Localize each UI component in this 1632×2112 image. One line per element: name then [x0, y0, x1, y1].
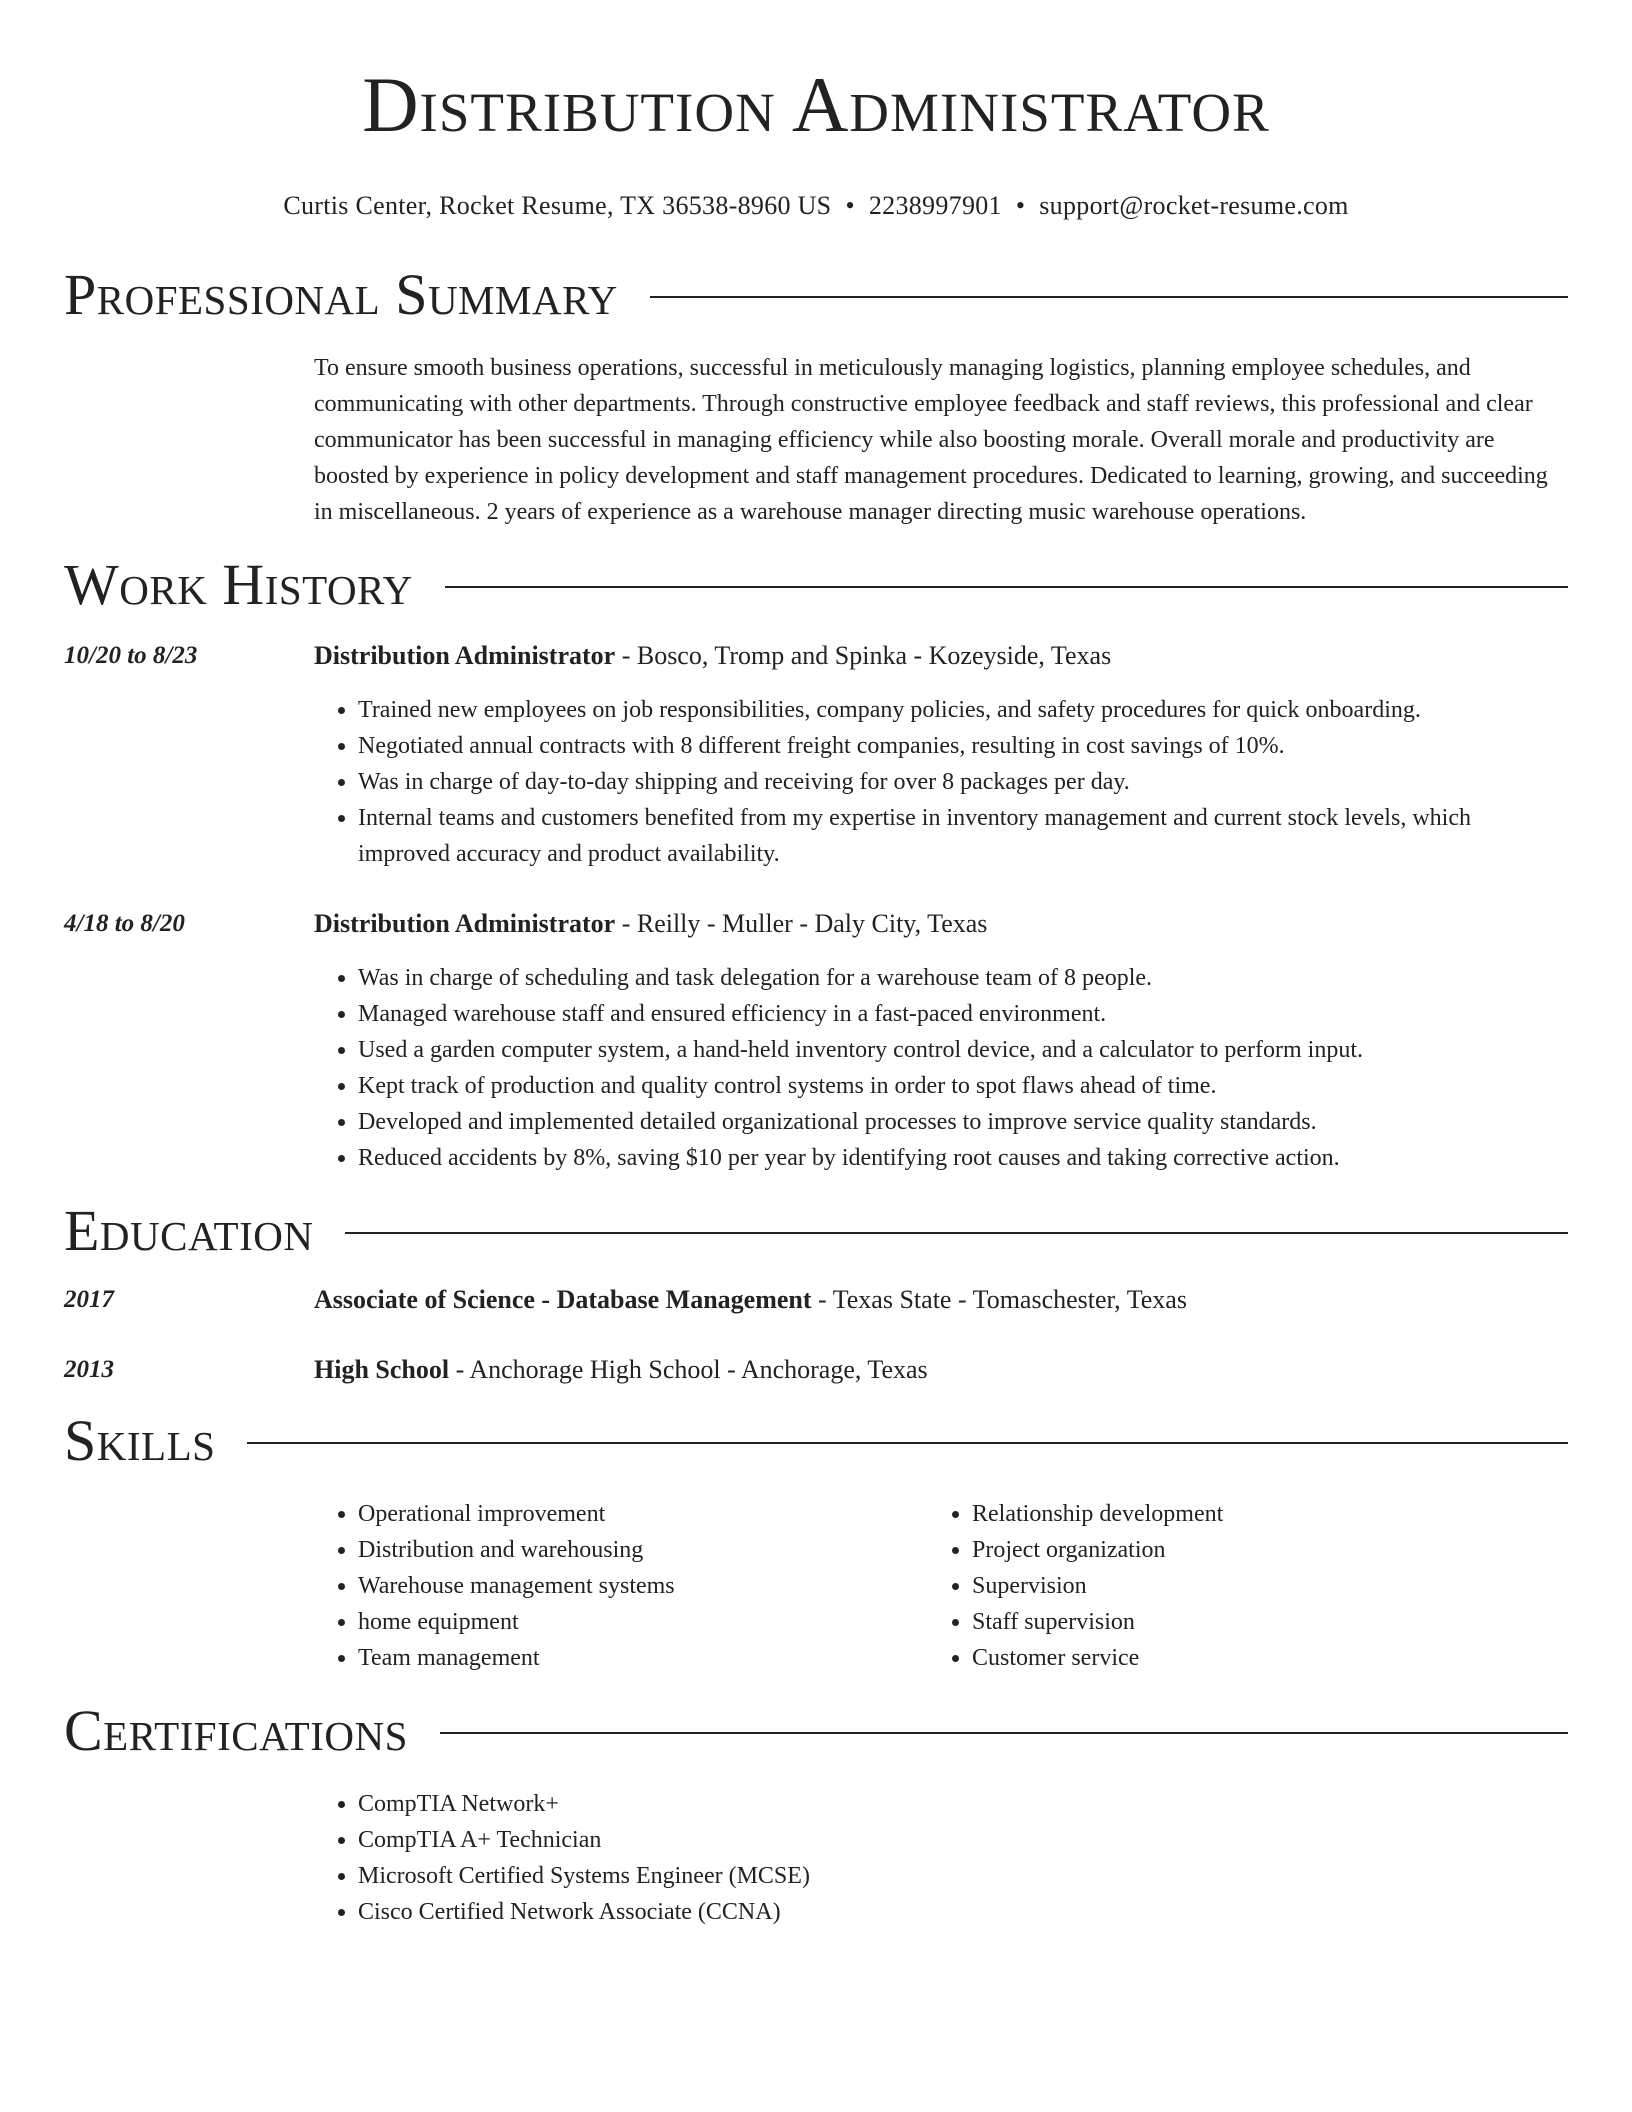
- section-divider: [247, 1442, 1568, 1444]
- section-header-skills: [64, 1408, 1568, 1474]
- list-item: • Developed and implemented detailed organizational processes to improve service quality standards.: [358, 1104, 1568, 1140]
- skill-item: • Staff supervision: [972, 1604, 1542, 1640]
- section-header-summary: [64, 262, 1568, 328]
- job-bullets: [314, 692, 1568, 872]
- section-education: [64, 1198, 1568, 1388]
- certification-item: • Microsoft Certified Systems Engineer (MCSE): [358, 1858, 1568, 1894]
- contact-address: Curtis Center, Rocket Resume, TX 36538-8960 US: [283, 191, 832, 220]
- certification-item: • CompTIA A+ Technician: [358, 1822, 1568, 1858]
- summary-text: To ensure smooth business operations, successful in meticulously managing logistics, planning employee schedules, and communicating with other departments. Through constructive employee feedback and staff reviews, this professional and clear communicator has been successful in managing efficiency while also boosting morale. Overall morale and productivity are boosted by experience in policy development and staff management procedures. Dedicated to learning, growing, and succeeding in miscellaneous. 2 years of experience as a warehouse manager directing music warehouse operations.: [314, 355, 1548, 525]
- certification-item: • Cisco Certified Network Associate (CCNA): [358, 1894, 1568, 1930]
- education-degree: Associate of Science - Database Management: [314, 1285, 812, 1314]
- job-heading: [314, 906, 1568, 942]
- section-header-certifications: [64, 1698, 1568, 1764]
- education-date: 2017: [64, 1286, 114, 1313]
- skill-item: • Project organization: [972, 1532, 1542, 1568]
- job-date: 10/20 to 8/23: [64, 642, 198, 669]
- list-item: • Reduced accidents by 8%, saving $10 per year by identifying root causes and taking corrective action.: [358, 1140, 1568, 1176]
- list-item: • Was in charge of scheduling and task delegation for a warehouse team of 8 people.: [358, 960, 1568, 996]
- education-heading: [314, 1352, 1568, 1388]
- contact-separator: •: [1015, 191, 1026, 220]
- section-title-summary: Professional Summary: [64, 262, 618, 327]
- education-degree: High School: [314, 1355, 450, 1384]
- skills-columns: [314, 1496, 1568, 1676]
- education-details: - Anchorage High School - Anchorage, Texas: [449, 1355, 928, 1384]
- section-certifications: [64, 1698, 1568, 1930]
- skill-item: • Warehouse management systems: [358, 1568, 928, 1604]
- contact-separator: •: [845, 191, 855, 220]
- list-item: • Negotiated annual contracts with 8 different freight companies, resulting in cost savings of 10%.: [358, 728, 1568, 764]
- education-body: [314, 1282, 1568, 1318]
- contact-phone: 2238997901: [868, 191, 1002, 220]
- education-body: [314, 1352, 1568, 1388]
- list-item: • Internal teams and customers benefited from my expertise in inventory management and current stock levels, which improved accuracy and product availability.: [358, 800, 1568, 872]
- job-entry: [64, 638, 1568, 872]
- job-heading: [314, 638, 1568, 674]
- job-role: Distribution Administrator: [314, 909, 616, 938]
- skills-list-left: [314, 1496, 928, 1676]
- job-role: Distribution Administrator: [314, 641, 616, 670]
- list-item: • Managed warehouse staff and ensured efficiency in a fast-paced environment.: [358, 996, 1568, 1032]
- job-body: [314, 906, 1568, 1176]
- section-title-education: Education: [64, 1198, 314, 1263]
- section-title-work: Work History: [64, 552, 413, 617]
- section-header-education: [64, 1198, 1568, 1264]
- section-divider: [445, 586, 1568, 588]
- certification-item: • CompTIA Network+: [358, 1786, 1568, 1822]
- skill-item: • Team management: [358, 1640, 928, 1676]
- section-divider: [345, 1232, 1568, 1234]
- skill-item: • Relationship development: [972, 1496, 1542, 1532]
- list-item: • Trained new employees on job responsibilities, company policies, and safety procedures for quick onboarding.: [358, 692, 1568, 728]
- certifications-list-wrap: [314, 1786, 1568, 1930]
- contact-email[interactable]: support@rocket-resume.com: [1039, 191, 1349, 220]
- resume-name: Distribution Administrator: [362, 61, 1270, 148]
- education-entry: [64, 1282, 1568, 1318]
- education-details: - Texas State - Tomaschester, Texas: [811, 1285, 1187, 1314]
- contact-line: [64, 190, 1568, 222]
- skill-item: • Supervision: [972, 1568, 1542, 1604]
- certifications-list: [314, 1786, 1568, 1930]
- skills-list-right: [928, 1496, 1542, 1676]
- skill-item: • Customer service: [972, 1640, 1542, 1676]
- job-details: - Bosco, Tromp and Spinka - Kozeyside, Texas: [615, 641, 1112, 670]
- job-date: 4/18 to 8/20: [64, 910, 185, 937]
- job-body: [314, 638, 1568, 872]
- job-bullets: [314, 960, 1568, 1176]
- section-work-history: [64, 552, 1568, 1176]
- skill-item: • Distribution and warehousing: [358, 1532, 928, 1568]
- education-date: 2013: [64, 1356, 114, 1383]
- section-skills: [64, 1408, 1568, 1676]
- list-item: • Was in charge of day-to-day shipping and receiving for over 8 packages per day.: [358, 764, 1568, 800]
- section-divider: [650, 296, 1568, 298]
- skill-item: • home equipment: [358, 1604, 928, 1640]
- education-entry: [64, 1352, 1568, 1388]
- section-title-skills: Skills: [64, 1408, 216, 1473]
- skill-item: • Operational improvement: [358, 1496, 928, 1532]
- list-item: • Used a garden computer system, a hand-held inventory control device, and a calculator to perform input.: [358, 1032, 1568, 1068]
- section-title-certifications: Certifications: [64, 1698, 408, 1763]
- list-item: • Kept track of production and quality control systems in order to spot flaws ahead of time.: [358, 1068, 1568, 1104]
- education-heading: [314, 1282, 1568, 1318]
- job-entry: [64, 906, 1568, 1176]
- section-divider: [440, 1732, 1568, 1734]
- job-details: - Reilly - Muller - Daly City, Texas: [615, 909, 988, 938]
- section-header-work: [64, 552, 1568, 618]
